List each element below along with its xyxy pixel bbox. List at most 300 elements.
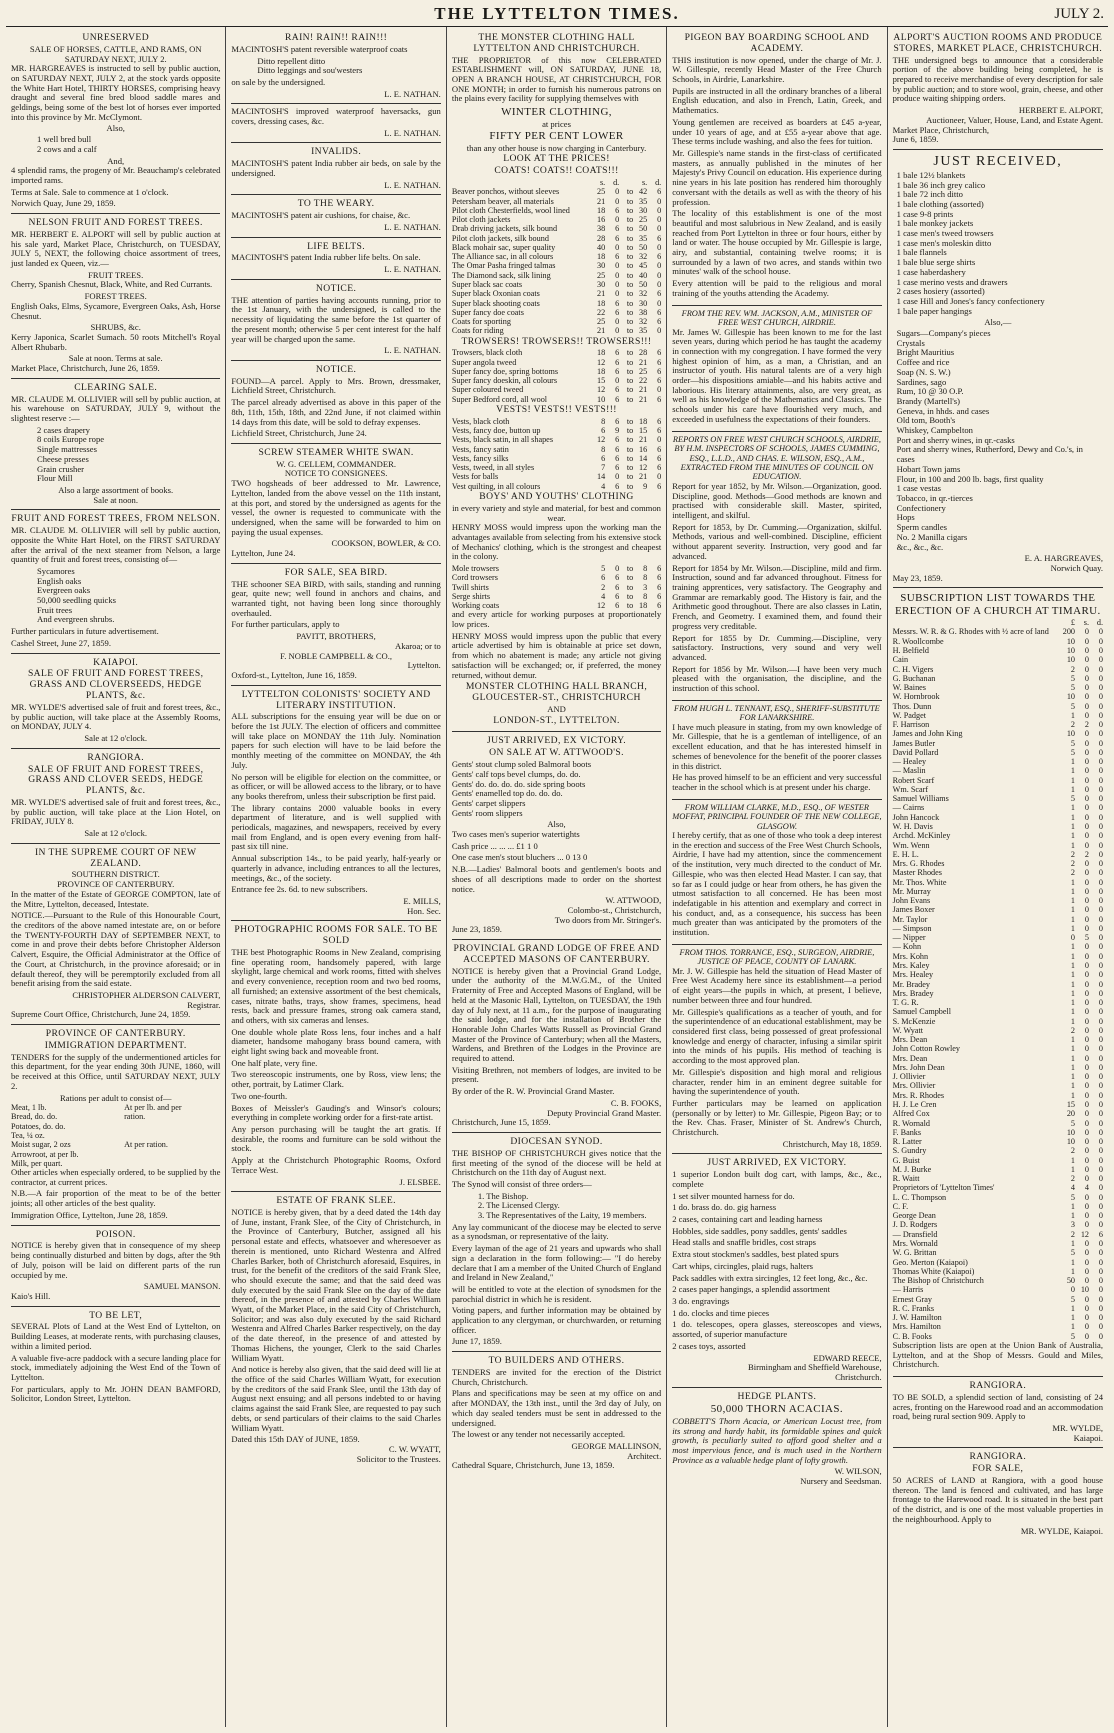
rations-table: [11, 1103, 220, 1168]
ad-text: 50 ACRES of LAND at Rangiora, with a good house thereon. The land is fenced and cultivated, and has large frontage to the Harewood road. It is situated in the best part of the district, and is one of the most valuable properties in the neighbourhood. Apply to: [892, 1475, 1104, 1524]
ad-text: The library contains 2000 valuable books in every department of literature, and is well supplied with periodicals, magazines, and newspapers, received by every mail from England, and is open every evening from half-past six till nine.: [231, 802, 441, 852]
ad-signer: SAMUEL MANSON.: [143, 1281, 221, 1292]
subscriber-name: Mrs. Kaley: [892, 961, 930, 970]
amount-cell: 1: [1070, 1062, 1076, 1072]
ad-also: Also,: [547, 819, 566, 830]
list-item: Port and sherry wines, Rutherford, Dewy and Co.'s, in cases: [896, 444, 1083, 465]
amount-cell: 0: [1084, 812, 1090, 822]
subscription-row: [893, 1165, 1103, 1174]
price-cell: 0: [657, 326, 662, 336]
amount-cell: 6: [1098, 1229, 1104, 1239]
price-cell: 6: [601, 426, 606, 436]
amount-cell: 1: [1070, 1090, 1076, 1100]
amount-cell: 0: [1098, 998, 1104, 1008]
amount-cell: 0: [1098, 905, 1104, 915]
amount-cell: 10: [1080, 1285, 1090, 1295]
price-row: [452, 376, 661, 385]
price-cell: 9: [615, 426, 620, 436]
subscriber-name: Alfred Cox: [892, 1109, 930, 1119]
ad-notice-accounts: [231, 280, 440, 361]
amount-cell: 0: [1084, 784, 1090, 794]
amount-cell: 0: [1084, 1062, 1090, 1072]
price-cell: 0: [615, 280, 620, 289]
ad-text: The locality of this establishment is one of the most beautiful and most salubrious in New Zealand, and is easily reached from Port Lyttelton in three or four hours, either by land or water. The house occupied by Mr. Gillespie is large, airy, and substantial, containing twelve rooms; it is surrounded by a lawn of two acres, and stands within two minutes' walk of the school house.: [672, 208, 882, 277]
amount-cell: 1: [1070, 951, 1076, 961]
ad-place: Colombo-st., Christchurch,: [567, 904, 662, 915]
item-name: Beaver ponchos, without sleeves: [451, 187, 560, 197]
ad-subheading: PROVINCE OF CANTERBURY.: [57, 879, 175, 890]
ad-heading: IN THE SUPREME COURT OF NEW ZEALAND.: [34, 846, 197, 869]
ad-text: TO BE SOLD, a splendid section of land, consisting of 24 acres, fronting on the Harewood road and an accommodation road, being rural section 909. Apply to: [892, 1391, 1104, 1422]
subscriber-name: H. J. Le Cren: [892, 1099, 937, 1109]
price-cell: 6: [615, 444, 620, 454]
price-cell: 6: [615, 233, 620, 243]
amount-cell: 1: [1070, 1155, 1076, 1165]
amount-cell: 0: [1098, 683, 1104, 693]
price-cell: 0: [657, 196, 662, 206]
price-cell: 50: [639, 242, 648, 252]
subscription-row: [893, 665, 1103, 674]
price-cell: 35: [639, 233, 648, 243]
subscription-row: [893, 878, 1103, 887]
subscriber-name: F. Banks: [892, 1127, 922, 1137]
ad-supreme-court: [11, 844, 220, 1025]
ad-subheading: W. G. CELLEM, COMMANDER.: [276, 458, 396, 469]
subscriber-name: James Boxer: [892, 905, 935, 915]
amount-cell: 0: [1084, 1016, 1090, 1026]
ad-heading: SALE OF FRUIT AND FOREST TREES, GRASS AND CLOVERSEEDS, HEDGE PLANTS, &c.: [27, 668, 204, 702]
amount-cell: 0: [1098, 784, 1104, 794]
price-cell: 5: [601, 564, 606, 574]
price-cell: 14: [597, 472, 606, 482]
list-item: Brandy (Martell's): [896, 395, 960, 406]
ad-heading: DIOCESAN SYNOD.: [510, 1135, 603, 1147]
ad-text: TENDERS for the supply of the undermentioned articles for this department, for the year ending 30th JUNE, 1860, will be received at this Office, until SATURDAY NEXT, JULY 2.: [11, 1051, 221, 1091]
subscriber-name: Mrs. Healey: [892, 970, 934, 980]
list-item: 8 coils Europe rope: [37, 434, 105, 445]
subscriber-name: C. F.: [892, 1201, 909, 1211]
price-cell: 0: [615, 261, 620, 271]
subscription-units-row: [893, 618, 1103, 627]
subscription-row: [893, 1119, 1103, 1128]
ad-text: MACINTOSH'S patent India rubber air beds, on sale by the undersigned.: [231, 158, 441, 178]
price-cell: 6: [657, 394, 662, 404]
ad-text: The Synod will consist of three orders—: [451, 1178, 592, 1189]
ad-date: Cathedral Square, Christchurch, June 13, 1859.: [451, 1460, 615, 1471]
ad-place: Kaiapoi.: [1073, 1432, 1104, 1443]
price-cell: to: [626, 481, 634, 491]
amount-cell: 4: [1070, 1183, 1076, 1193]
amount-cell: 5: [1070, 683, 1076, 693]
amount-cell: 0: [1098, 840, 1104, 850]
price-cell: to: [626, 357, 634, 367]
subscriber-name: G. Buist: [892, 1155, 920, 1165]
subscriber-name: R. Waitt: [892, 1174, 920, 1184]
ad-terms: Terms at Sale. Sale to commence at 1 o'clock.: [11, 186, 169, 197]
ad-text: NOTICE is hereby given that a Provincial Grand Lodge, under the authority of the M.W.G.M., of the United Fraternity of Free and Accepted Masons of England, will be held at the Masonic Hall, Lyttelton, on TUESDAY, the 19th day of July next, at 11 a.m., for the purpose of inaugurating the said lodge, and for the installation of Brother the Honorable John Charles Watts Russell as Provincial Grand Master of the Province of Canterbury; when all the Masters, Wardens, and Brethren of the Lodges in the Province are required to attend.: [451, 965, 662, 1064]
ad-text: 1 set silver mounted harness for do.: [672, 1190, 795, 1201]
price-row: [452, 308, 661, 317]
list-item: 1 bale 72 inch ditto: [896, 189, 963, 200]
subscription-row: [893, 859, 1103, 868]
ad-text: in every variety and style and material, for best and common wear.: [452, 502, 661, 523]
subscription-row: [893, 1017, 1103, 1026]
list-item: 1. The Bishop.: [477, 1190, 529, 1201]
amount-cell: 0: [1098, 775, 1104, 785]
amount-cell: 0: [1098, 1155, 1104, 1165]
ad-text: One double whole plate Ross lens, four inches and a half diameter, handsome mahogany brass bound camera, with eight light swing back and moveable front.: [231, 1026, 441, 1057]
price-cell: 6: [615, 252, 620, 262]
subscription-row: [893, 1285, 1103, 1294]
amount-cell: 10: [1066, 636, 1076, 646]
amount-cell: 0: [1098, 822, 1104, 832]
price-cell: to: [626, 385, 634, 395]
amount-cell: 12: [1080, 1229, 1090, 1239]
subscription-row: [893, 1174, 1103, 1183]
list-item: 1 bale 36 inch grey calico: [896, 179, 986, 190]
subscriber-name: David Pollard: [892, 747, 939, 757]
ad-date: Cashel Street, June 27, 1859.: [11, 637, 112, 648]
ad-subheading: FOR SALE,: [972, 1463, 1024, 1475]
ad-text: THIS institution is now opened, under the charge of Mr. J. W. Gillespie, recently Head Master of the Free Church Schools, in Airdrie, Lanarkshire.: [672, 54, 882, 85]
amount-cell: 1: [1070, 840, 1076, 850]
subscriber-name: Ernest Gray: [892, 1294, 932, 1304]
amount-cell: 0: [1098, 1044, 1104, 1054]
price-row: [452, 463, 661, 472]
price-cell: 6: [615, 394, 620, 404]
ad-date: Oxford-st., Lyttelton, June 16, 1859.: [231, 669, 357, 680]
amount-cell: 0: [1098, 627, 1104, 637]
price-cell: 6: [615, 481, 620, 491]
ad-text: MR. HERBERT E. ALPORT will sell by public auction at his sale yard, Market Place, Christchurch, on TUESDAY, JULY 5, NEXT, the following choice assortment of trees, just landed ex Queen, viz.—: [11, 228, 221, 269]
amount-cell: 5: [1070, 1294, 1076, 1304]
list-item: 1 case vestas: [896, 483, 942, 494]
ad-immigration: [11, 1025, 220, 1226]
item-name: Vests, black cloth: [451, 416, 510, 426]
price-cell: 6: [657, 453, 662, 463]
subscriber-name: Mrs. Wornald: [892, 1238, 938, 1248]
amount-cell: 0: [1098, 757, 1104, 767]
ad-text: Mr. Gillespie's qualifications as a teacher of youth, and for the superintendence of an educational establishment, may be considered first class, being possessed of great professional knowledge and energy of character, infusing a similar spirit into the minds of his pupils. His method of teaching is according to the most approved plan.: [672, 1006, 882, 1066]
amount-cell: 0: [1098, 1331, 1104, 1341]
price-section-heading: BOYS' AND YOUTHS' CLOTHING: [479, 490, 634, 502]
price-cell: to: [626, 366, 634, 376]
subscriber-name: L. C. Thompson: [892, 1192, 947, 1202]
amount-cell: 0: [1098, 1118, 1104, 1128]
testimonial-heading: REPORTS ON FREE WEST CHURCH SCHOOLS, AIRDRIE, BY H.M. INSPECTORS OF SCHOOLS, JAMES CUMMING, ESQ., L.L.D., AND CHAS. E. WILSON, ESQ., A.M., EXTRACTED FROM THE MINUTES OF COUNCIL ON EDUCATION.: [672, 434, 881, 482]
ad-heading: JUST ARRIVED, EX VICTORY.: [707, 1157, 847, 1169]
subscription-row: [893, 1100, 1103, 1109]
subscription-row: [893, 1044, 1103, 1053]
list-item: 1 case Hill and Jones's fancy confectionery: [896, 295, 1045, 306]
amount-cell: 0: [1098, 868, 1104, 878]
list-item: Coffee and rice: [896, 357, 950, 368]
amount-cell: 1: [1070, 1072, 1076, 1082]
amount-cell: 1: [1070, 831, 1076, 841]
amount-cell: 0: [1084, 1238, 1090, 1248]
item-name: Vests, tweed, in all styles: [451, 463, 535, 473]
ad-text: N.B.—A fair proportion of the meat to be of the better joints; all other articles of the best quality.: [11, 1188, 221, 1209]
price-cell: to: [626, 205, 634, 215]
school-reports: [672, 432, 881, 701]
price-cell: 10: [597, 394, 606, 404]
ad-heading: CLEARING SALE.: [74, 381, 158, 393]
subscriber-name: S. Gundry: [892, 1146, 927, 1156]
ad-text: I hereby certify, that as one of those who took a deep interest in the erection and success of the Free West Church Schools, Airdrie, I have had my attention, since the commencement of the institution, very much directed to the conduct of Mr. Gillespie, who was then elected Head Master. I can say, that so far as I could judge or hear from others, he has given the utmost satisfaction to all concerned. He has been most indefatigable in his attention and exemplary and correct in his conduct, and, as a consequence, his success has been much greater than was anticipated by the promoters of the institution.: [672, 830, 882, 938]
price-cell: to: [626, 317, 634, 327]
amount-cell: 10: [1066, 692, 1076, 702]
list-item: 50,000 seedling quicks: [37, 595, 117, 606]
price-cell: 6: [615, 416, 620, 426]
item-list: [231, 57, 440, 76]
price-cell: 4: [601, 481, 606, 491]
price-cell: 6: [657, 348, 662, 358]
amount-cell: 0: [1098, 766, 1104, 776]
price-cell: 18: [597, 348, 606, 358]
price-cell: 6: [615, 298, 620, 308]
amount-cell: 0: [1098, 812, 1104, 822]
table-row: [11, 1112, 220, 1121]
ad-place: Birmingham and Sheffield Warehouse,: [748, 1362, 882, 1373]
ad-text: Two cases men's superior watertights: [451, 829, 580, 840]
amount-cell: 0: [1098, 849, 1104, 859]
subscriber-name: Thos. Dunn: [892, 701, 932, 711]
subscription-row: [893, 1230, 1103, 1239]
price-cell: 25: [639, 366, 648, 376]
ad-text: Young gentlemen are received as boarders at £45 a-year, under 10 years of age, and at £55 a-year above that age. These terms include washing, and also the fees for tuition.: [672, 116, 882, 147]
price-cell: 6: [657, 564, 662, 574]
ad-text: Plans and specifications may be seen at my office on and after MONDAY, the 13th inst., until the 3rd day of July, on which day sealed tenders must be sent in addressed to the undersigned.: [451, 1388, 662, 1428]
amount-cell: 15: [1066, 1099, 1076, 1109]
subscriber-name: Samuel Williams: [892, 794, 949, 804]
ad-place: Christchurch.: [835, 1371, 882, 1382]
amount-cell: 10: [1066, 645, 1076, 655]
price-cell: 16: [639, 444, 648, 454]
price-cell: 28: [597, 233, 606, 243]
testimonial-heading: FROM WILLIAM CLARKE, M.D., ESQ., OF WESTER MOFFAT, PRINCIPAL FOUNDER OF THE NEW COLLEGE, GLASGOW.: [672, 802, 882, 831]
price-cell: 22: [639, 376, 648, 386]
amount-cell: 1: [1070, 1238, 1076, 1248]
amount-cell: 0: [1084, 905, 1090, 915]
subscriber-name: Messrs. W. R. & G. Rhodes with ½ acre of land: [892, 627, 1049, 637]
ad-text: Two stereoscopic instruments, one by Ross, view lens; the other, portrait, by Latimer Clark.: [231, 1069, 441, 1090]
ad-text: Every attention will be paid to the religious and moral training of the youths attending the Academy.: [672, 278, 882, 298]
amount-cell: 0: [1084, 970, 1090, 980]
price-cell: 15: [597, 376, 606, 386]
unit-cell: [619, 178, 633, 187]
column-2: [226, 27, 446, 1727]
subscription-table: [893, 618, 1103, 1341]
list-item: 1 bale paper hangings: [896, 305, 972, 316]
ad-signer: HERBERT E. ALPORT,: [1018, 105, 1104, 116]
ad-heading: LYTTELTON COLONISTS' SOCIETY AND LITERARY INSTITUTION.: [241, 688, 431, 711]
price-cell: 35: [639, 196, 648, 206]
testimonial-jackson: [672, 306, 881, 432]
ad-text: Report for 1855 by Dr. Cumming.—Discipline, very satisfactory. Instructions, very sound and very well advanced.: [672, 632, 882, 662]
price-cell: to: [626, 252, 634, 262]
item-name: Super angola tweed: [451, 357, 517, 367]
list-item: Confectionery: [896, 502, 946, 513]
subscriber-name: Mrs. Ollivier: [892, 1081, 936, 1091]
amount-cell: 0: [1084, 998, 1090, 1008]
list-item: Hobart Town jams: [896, 463, 961, 474]
subscription-row: [893, 905, 1103, 914]
ad-heading: RAIN! RAIN!! RAIN!!!: [284, 32, 388, 43]
subscriber-name: Mrs. Kohn: [892, 951, 929, 961]
amount-cell: 0: [1084, 1035, 1090, 1045]
column-1: [6, 27, 226, 1727]
subscription-row: [893, 1267, 1103, 1276]
price-row: [452, 367, 661, 376]
table-cell: [893, 618, 1061, 627]
amount-cell: 1: [1070, 1007, 1076, 1017]
ad-date: May 23, 1859.: [892, 572, 943, 583]
price-cell: 12: [597, 357, 606, 367]
price-cell: 12: [597, 435, 606, 445]
amount-cell: 0: [1070, 1285, 1076, 1295]
subscription-row: [893, 757, 1103, 766]
ad-ex-victory-attwood: [452, 732, 661, 940]
amount-cell: 0: [1098, 1090, 1104, 1100]
subscription-row: [893, 1054, 1103, 1063]
subscription-row: [893, 1091, 1103, 1100]
amount-cell: 0: [1098, 1322, 1104, 1332]
amount-cell: 0: [1098, 1025, 1104, 1035]
ad-subheading: SALE OF HORSES, CATTLE, AND RAMS, ON SATURDAY NEXT, JULY 2.: [29, 43, 202, 64]
ad-signer: GEORGE MALLINSON,: [571, 1440, 662, 1451]
subscription-row: [893, 1156, 1103, 1165]
ad-place: Kaio's Hill.: [11, 1290, 51, 1301]
table-row: [11, 1122, 220, 1131]
subscription-row: [893, 822, 1103, 831]
list-item: Grain crusher: [37, 463, 85, 474]
testimonial-heading: FROM THE REV. WM. JACKSON, A.M., MINISTER OF FREE WEST CHURCH, AIRDRIE.: [681, 308, 873, 328]
item-list: [452, 1192, 661, 1221]
list-item: 2 cases hosiery (assorted): [896, 286, 985, 297]
price-cell: 30: [597, 261, 606, 271]
price-cell: to: [626, 376, 634, 386]
list-item: Ditto repellent ditto: [257, 55, 326, 66]
price-cell: to: [626, 233, 634, 243]
price-cell: 4: [601, 591, 606, 601]
price-cell: 0: [657, 472, 662, 482]
ad-text: The parcel already advertised as above in this paper of the 8th, 11th, 15th, 18th, and 22nd June, if not claimed within 14 days from this date, will be sold to defray expenses.: [231, 397, 441, 427]
amount-cell: 0: [1084, 923, 1090, 933]
price-cell: 0: [657, 385, 662, 395]
subscriber-name: Mrs. Dean: [892, 1035, 928, 1045]
amount-cell: 1: [1070, 1016, 1076, 1026]
price-cell: to: [626, 426, 634, 436]
unit-cell: £: [1070, 618, 1076, 628]
price-cell: 21: [639, 385, 648, 395]
price-cell: 25: [597, 187, 606, 197]
subscription-row: [893, 1109, 1103, 1118]
item-name: Mole trowsers: [451, 564, 499, 574]
list-item: Gents' calf tops bevel clumps, do. do.: [451, 768, 581, 779]
price-section-heading: TROWSERS! TROWSERS!! TROWSERS!!!: [461, 335, 652, 347]
subscriber-name: T. G. R.: [892, 998, 919, 1008]
amount-cell: 1: [1070, 886, 1076, 896]
ad-subheading: SOUTHERN DISTRICT.: [71, 869, 160, 880]
ad-text: Mr. James W. Gillespie has been known to me for the last seven years, during which period he has taught the academy in connection with my congregation. I have formed the very highest opinion of him, as a man, a Christian, and an instructor of youth. His natural talents are of a very high order—his dispositions amiable—and his habits active and laborious. His literary attainments, also, are very great, as well as his knowledge of the Mathematics and Classics. The schools under his care have flourished very much, and exceeded in usefulness the expectations of their founders.: [672, 326, 882, 424]
ad-text: Extra stout stockmen's saddles, best plated spurs: [672, 1249, 839, 1260]
table-cell: Tea, ¼ oz.: [11, 1131, 45, 1140]
list-item: Bright Mauritius: [896, 347, 955, 358]
price-cell: 21: [639, 472, 648, 482]
price-cell: 6: [657, 426, 662, 436]
price-row: [452, 435, 661, 444]
amount-cell: 0: [1098, 1127, 1104, 1137]
subscription-row: [893, 803, 1103, 812]
subscriber-name: George Dean: [892, 1211, 936, 1221]
subscription-row: [893, 1137, 1103, 1146]
ad-builders: [452, 1352, 661, 1475]
amount-cell: 0: [1098, 1072, 1104, 1082]
ad-heading: FOR SALE, SEA BIRD.: [284, 566, 388, 578]
ad-role: Hon. Sec.: [407, 905, 441, 916]
price-cell: 40: [597, 242, 606, 252]
amount-cell: 0: [1084, 1257, 1090, 1267]
price-cell: 18: [639, 416, 648, 426]
list-item: Crystals: [896, 337, 925, 348]
item-name: Super fancy doeskin, all colours: [451, 376, 558, 386]
item-name: Pilot cloth jackets, silk bound: [451, 233, 549, 243]
amount-cell: 2: [1070, 720, 1076, 730]
amount-cell: 1: [1070, 1201, 1076, 1211]
subscription-row: [893, 1035, 1103, 1044]
price-table-trowsers: [452, 348, 661, 404]
price-table-vests: [452, 417, 661, 491]
table-cell: [452, 178, 591, 187]
ad-text: Hobbles, side saddles, pony saddles, gents' saddles: [672, 1225, 847, 1236]
ad-text: The lowest or any tender not necessarily accepted.: [451, 1429, 626, 1440]
subscriber-name: Cain: [892, 655, 909, 665]
amount-cell: 0: [1084, 1137, 1090, 1147]
table-row: [11, 1140, 220, 1149]
item-name: The Omar Pasha fringed talmas: [451, 261, 556, 271]
amount-cell: 0: [1084, 747, 1090, 757]
price-cell: 38: [639, 307, 648, 317]
ad-text: Subscription lists are open at the Union Bank of Australia, Lyttelton, and at the Shop of Messrs. Gould and Miles, Christchurch.: [892, 1339, 1104, 1370]
price-cell: 6: [657, 376, 662, 386]
list-item: Gents' stout clump soled Balmoral boots: [451, 759, 592, 770]
ad-text: 1 do. clocks and time pieces: [672, 1307, 770, 1318]
subscription-row: [893, 674, 1103, 683]
subscriber-name: J. D. Rodgers: [892, 1220, 938, 1230]
subscription-row: [893, 952, 1103, 961]
price-cell: 50: [639, 224, 648, 234]
amount-cell: 5: [1070, 1331, 1076, 1341]
amount-cell: 0: [1098, 859, 1104, 869]
subscriber-name: John Hancock: [892, 812, 940, 822]
price-cell: 6: [615, 205, 620, 215]
ad-text: NOTICE.—Pursuant to the Rule of this Honourable Court, the creditors of the above named intestate are, on or before the TWENTY-FOURTH DAY of SEPTEMBER NEXT, to come in and prove their debts before Christopher Alderson Calvert, Esquire, the Official Administrator at the Office of the Court, at Christchurch, in the province aforesaid; or in default thereof, they will be peremptorily excluded from all benefit arising from the said estate.: [11, 910, 221, 989]
ad-signer: MR. WYLDE, Kaiapoi.: [1020, 1525, 1104, 1536]
price-cell: 6: [657, 481, 662, 491]
subscription-row: [893, 655, 1103, 664]
columns: [6, 27, 1108, 1727]
amount-cell: 0: [1084, 766, 1090, 776]
price-cell: 0: [657, 205, 662, 215]
subscriber-name: Proprietors of 'Lyttelton Times': [892, 1183, 995, 1193]
subscription-row: [893, 970, 1103, 979]
list-item: Cheese presses: [37, 453, 89, 464]
ad-text: THE best Photographic Rooms in New Zealand, comprising fine operating room, handsomely papered, with large skylight, large chemical and work rooms, fitted with shelves and every convenience, reception room and two bed rooms, all furnished; an extensive assortment of the best chemicals, cases, nitrate baths, trays, show frames, specimens, head rests, back and pressure frames, strong oak camera stand, and others, with six cameras and lenses.: [231, 947, 441, 1025]
amount-cell: 0: [1084, 988, 1090, 998]
list-item: Sardines, sago: [896, 376, 947, 387]
amount-cell: 0: [1084, 1155, 1090, 1165]
price-cell: 6: [601, 573, 606, 583]
